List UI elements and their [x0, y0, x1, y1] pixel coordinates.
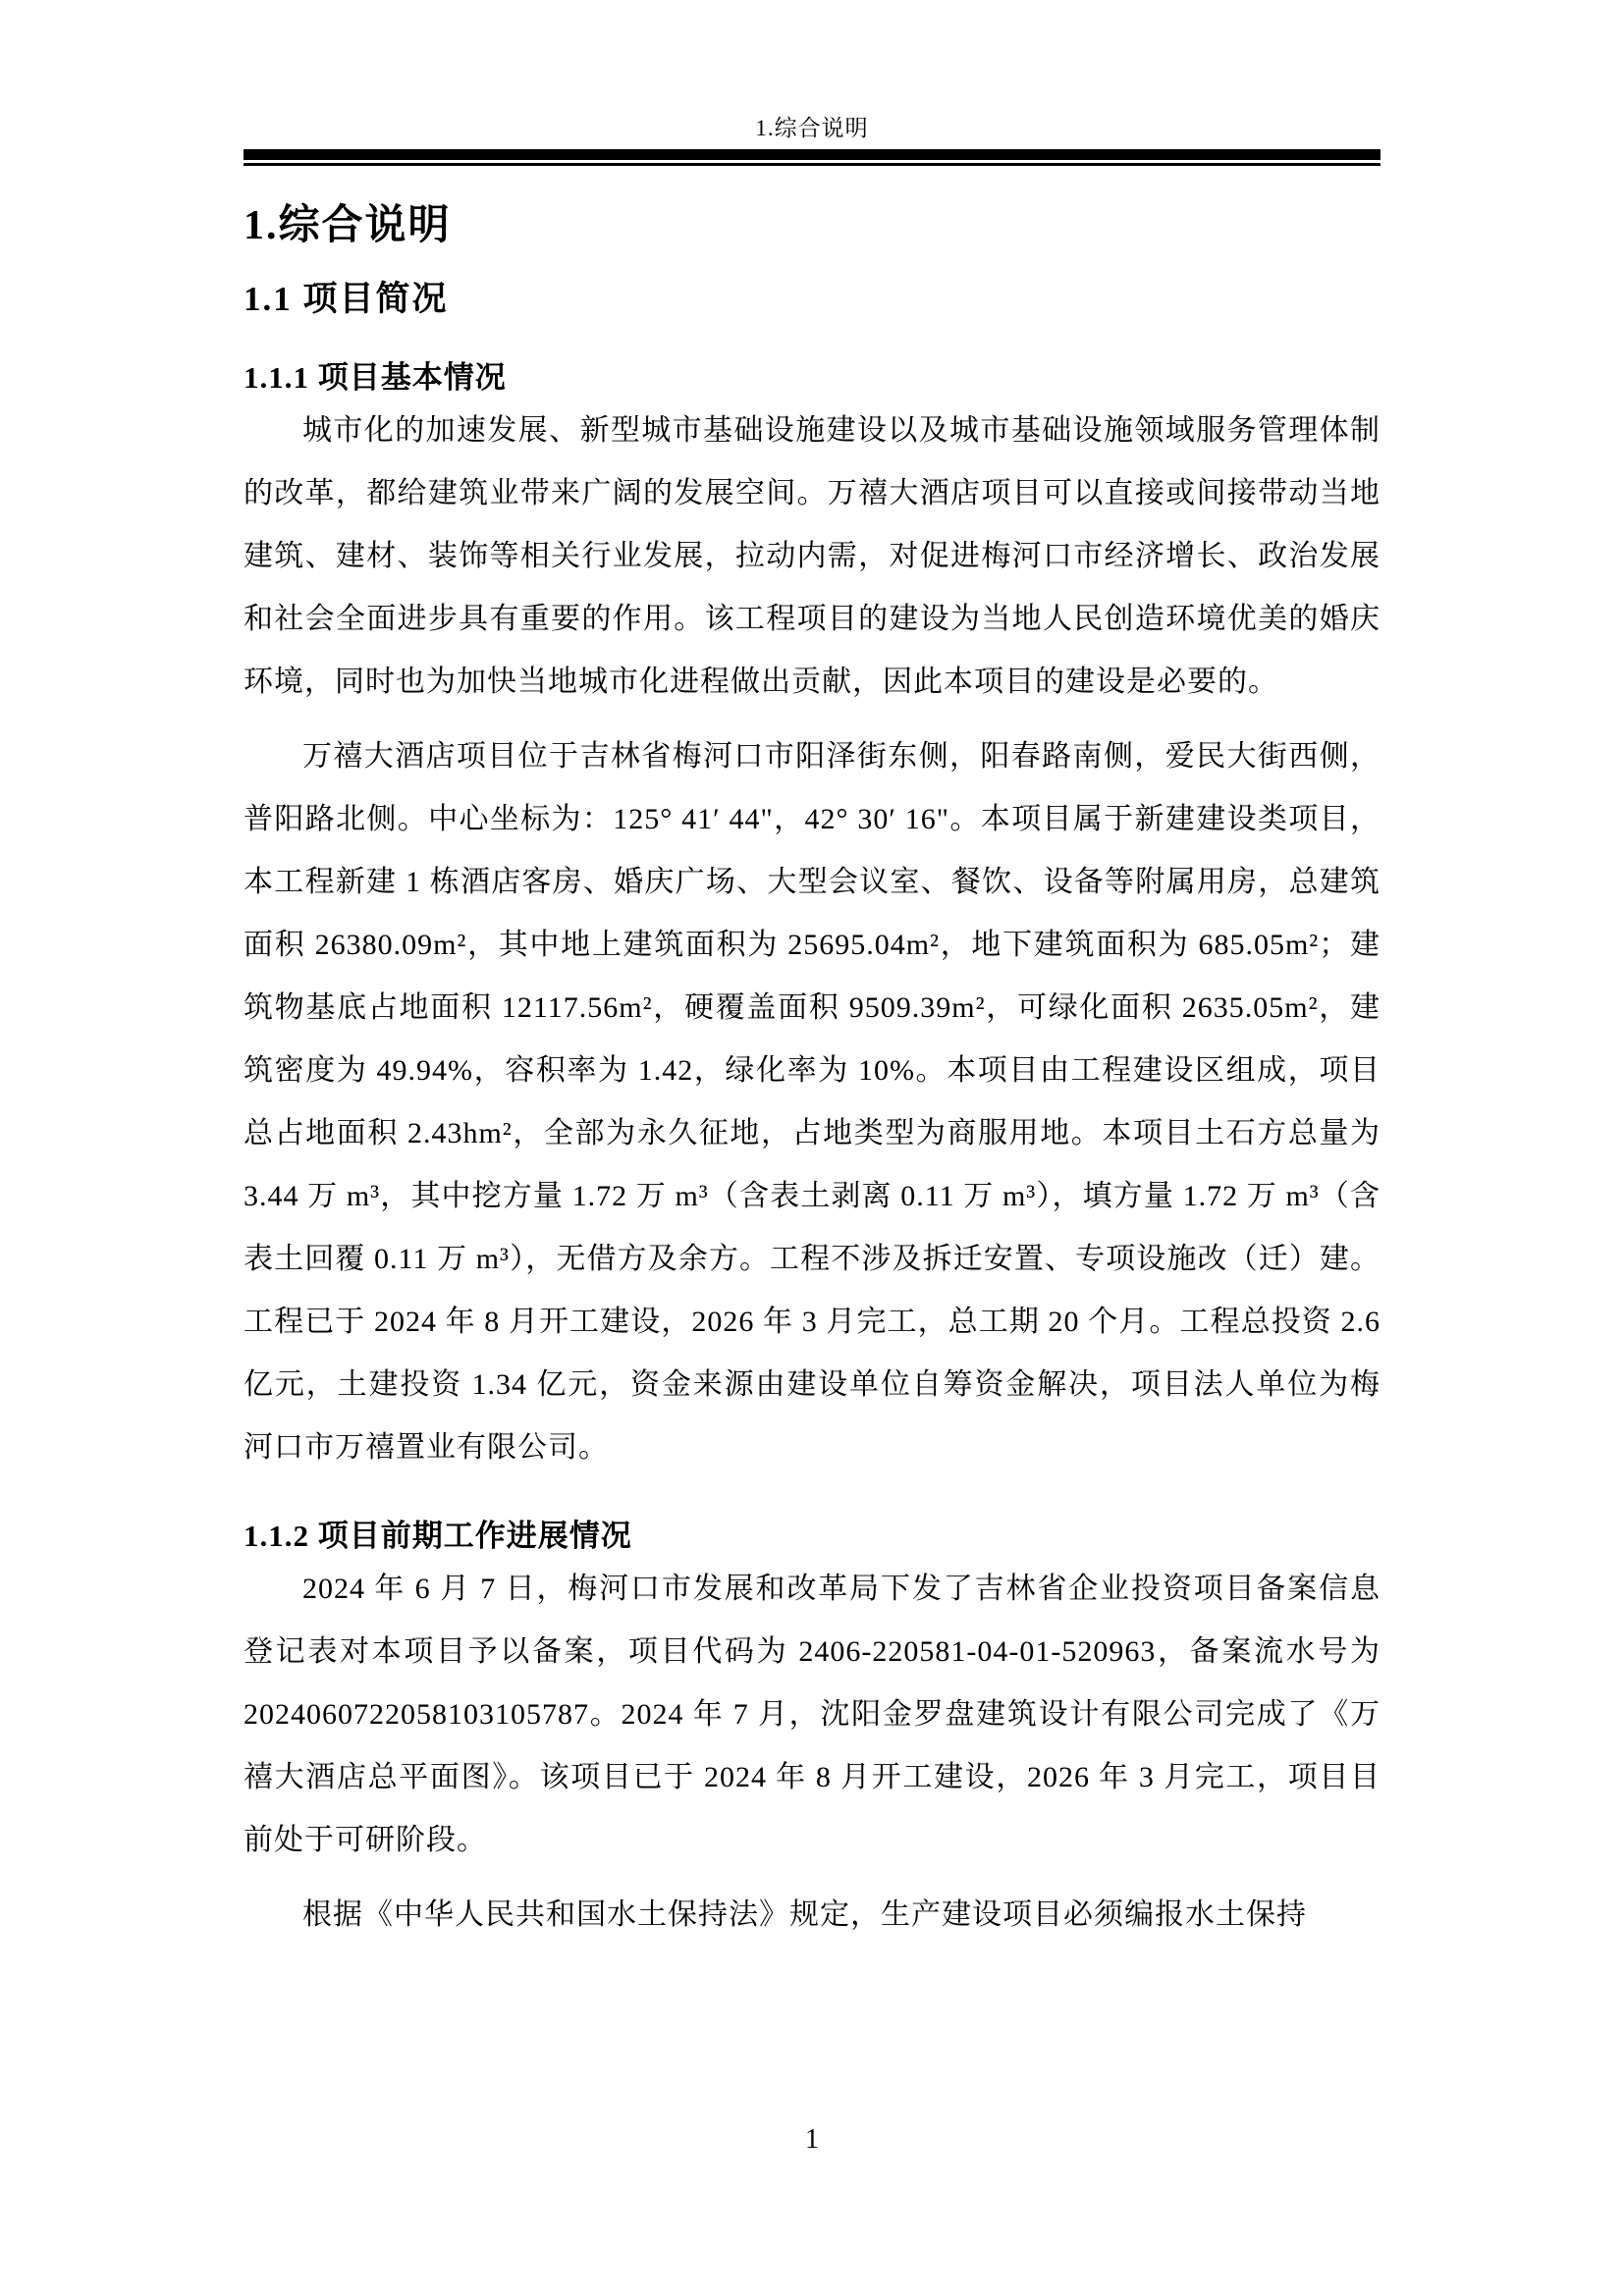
section-heading-1-1-1: 1.1.1 项目基本情况 — [244, 360, 507, 395]
paragraph-project-necessity: 城市化的加速发展、新型城市基础设施建设以及城市基础设施领域服务管理体制的改革，都给建筑业带来广阔的发展空间。万禧大酒店项目可以直接或间接带动当地建筑、建材、装饰等相关行业发展，拉动内需，对促进梅河口市经济增长、政治发展和社会全面进步具有重要的作用。该工程项目的建设为当地人民创造环境优美的婚庆环境，同时也为加快当地城市化进程做出贡献，因此本项目的建设是必要的。 — [244, 414, 1380, 698]
paragraph-preliminary-work: 2024 年 6 月 7 日，梅河口市发展和改革局下发了吉林省企业投资项目备案信息登记表对本项目予以备案，项目代码为 2406-220581-04-01-520963，备案流水号为 2024060722058103105787。2024 年 7 月，沈阳金罗盘建筑设计有限公司完成了《万禧大酒店总平面图》。该项目已于 2024 年 8 月开工建设，2026 年 3 月完工，项目目前处于可研阶段。 — [244, 1573, 1380, 1856]
section-heading-1-1: 1.1 项目简况 — [244, 280, 449, 318]
running-header-title: 1.综合说明 — [755, 116, 869, 140]
paragraph-law-basis: 根据《中华人民共和国水土保持法》规定，生产建设项目必须编报水土保持 — [302, 1898, 1307, 1931]
page-number-footer: 1 — [805, 2124, 819, 2155]
paragraph-project-overview: 万禧大酒店项目位于吉林省梅河口市阳泽街东侧，阳春路南侧，爱民大街西侧，普阳路北侧。中心坐标为：125° 41′ 44"，42° 30′ 16"。本项目属于新建建设类项目，本工程新建 1 栋酒店客房、婚庆广场、大型会议室、餐饮、设备等附属用房，总建筑面积 26380.09m²，其中地上建筑面积为 25695.04m²，地下建筑面积为 685.05m²；建筑物基底占地面积 12117.56m²，硬覆盖面积 9509.39m²，可绿化面积 2635.05m²，建筑密度为 49.94%，容积率为 1.42，绿化率为 10%。本项目由工程建设区组成，项目总占地面积 2.43hm²，全部为永久征地，占地类型为商服用地。本项目土石方总量为 3.44 万 m³，其中挖方量 1.72 万 m³（含表土剥离 0.11 万 m³），填方量 1.72 万 m³（含表土回覆 0.11 万 m³），无借方及余方。工程不涉及拆迁安置、专项设施改（迁）建。工程已于 2024 年 8 月开工建设，2026 年 3 月完工，总工期 20 个月。工程总投资 2.6 亿元，土建投资 1.34 亿元，资金来源由建设单位自筹资金解决，项目法人单位为梅河口市万禧置业有限公司。 — [244, 740, 1380, 1464]
page-content — [244, 0, 1380, 1947]
running-header — [244, 0, 1380, 142]
header-rule-thick — [244, 149, 1380, 160]
section-heading-1-1-2: 1.1.2 项目前期工作进展情况 — [244, 1519, 632, 1553]
header-rule-thin — [244, 163, 1380, 166]
chapter-heading: 1.综合说明 — [244, 203, 452, 248]
